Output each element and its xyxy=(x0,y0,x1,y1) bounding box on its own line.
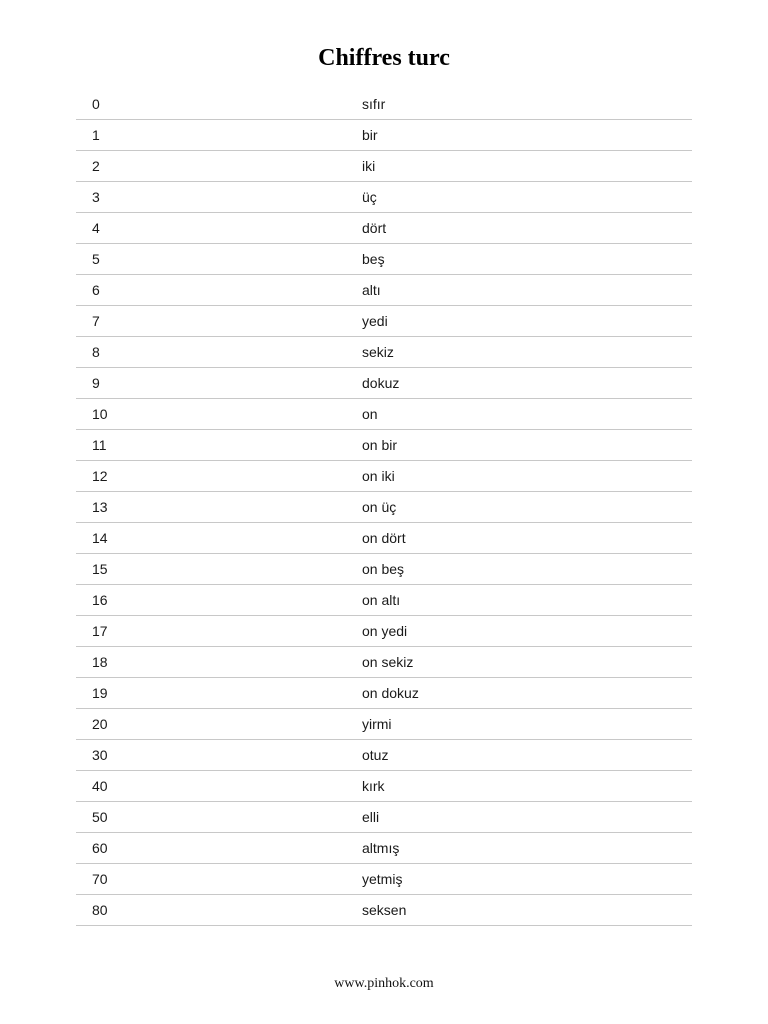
turkish-word-cell: kırk xyxy=(362,778,385,794)
table-row xyxy=(76,182,692,213)
table-row xyxy=(76,368,692,399)
turkish-word-cell: dokuz xyxy=(362,375,400,391)
table-row xyxy=(76,771,692,802)
number-cell: 2 xyxy=(92,158,100,174)
table-row xyxy=(76,678,692,709)
table-row xyxy=(76,244,692,275)
table-row xyxy=(76,585,692,616)
turkish-word-cell: yetmiş xyxy=(362,871,403,887)
table-row xyxy=(76,802,692,833)
number-table xyxy=(76,89,692,926)
turkish-word-cell: on sekiz xyxy=(362,654,414,670)
turkish-word-cell: üç xyxy=(362,189,377,205)
table-row xyxy=(76,647,692,678)
turkish-word-cell: elli xyxy=(362,809,380,825)
turkish-word-cell: altı xyxy=(362,282,381,298)
table-row xyxy=(76,399,692,430)
table-row xyxy=(76,740,692,771)
table-row xyxy=(76,213,692,244)
number-cell: 16 xyxy=(92,592,108,608)
turkish-word-cell: on dört xyxy=(362,530,406,546)
number-cell: 70 xyxy=(92,871,108,887)
number-cell: 60 xyxy=(92,840,108,856)
number-cell: 13 xyxy=(92,499,108,515)
turkish-word-cell: altmış xyxy=(362,840,400,856)
table-row xyxy=(76,120,692,151)
table-row xyxy=(76,89,692,120)
number-cell: 8 xyxy=(92,344,100,360)
number-cell: 0 xyxy=(92,96,100,112)
number-cell: 9 xyxy=(92,375,100,391)
number-cell: 17 xyxy=(92,623,108,639)
table-row xyxy=(76,275,692,306)
turkish-word-cell: seksen xyxy=(362,902,407,918)
table-row xyxy=(76,554,692,585)
number-cell: 19 xyxy=(92,685,108,701)
number-cell: 4 xyxy=(92,220,100,236)
table-row xyxy=(76,523,692,554)
number-cell: 7 xyxy=(92,313,100,329)
table-row xyxy=(76,895,692,926)
table-row xyxy=(76,709,692,740)
turkish-word-cell: dört xyxy=(362,220,387,236)
table-row xyxy=(76,864,692,895)
turkish-word-cell: on dokuz xyxy=(362,685,419,701)
turkish-word-cell: on beş xyxy=(362,561,405,577)
number-cell: 15 xyxy=(92,561,108,577)
number-cell: 40 xyxy=(92,778,108,794)
turkish-word-cell: beş xyxy=(362,251,385,267)
turkish-word-cell: iki xyxy=(362,158,376,174)
turkish-word-cell: otuz xyxy=(362,747,389,763)
number-cell: 14 xyxy=(92,530,108,546)
table-row xyxy=(76,492,692,523)
number-cell: 18 xyxy=(92,654,108,670)
table-row xyxy=(76,151,692,182)
page-title: Chiffres turc xyxy=(318,45,450,71)
turkish-word-cell: bir xyxy=(362,127,378,143)
table-row xyxy=(76,306,692,337)
turkish-word-cell: on yedi xyxy=(362,623,408,639)
turkish-word-cell: yedi xyxy=(362,313,388,329)
number-cell: 11 xyxy=(92,437,107,453)
turkish-word-cell: on üç xyxy=(362,499,397,515)
table-row xyxy=(76,430,692,461)
number-cell: 30 xyxy=(92,747,108,763)
number-cell: 12 xyxy=(92,468,108,484)
turkish-word-cell: on altı xyxy=(362,592,401,608)
turkish-word-cell: on bir xyxy=(362,437,398,453)
turkish-word-cell: yirmi xyxy=(362,716,392,732)
number-cell: 5 xyxy=(92,251,100,267)
table-row xyxy=(76,461,692,492)
number-cell: 20 xyxy=(92,716,108,732)
turkish-word-cell: on iki xyxy=(362,468,395,484)
number-cell: 10 xyxy=(92,406,108,422)
turkish-word-cell: sıfır xyxy=(362,96,386,112)
footer-url: www.pinhok.com xyxy=(334,976,434,991)
number-cell: 6 xyxy=(92,282,100,298)
turkish-word-cell: sekiz xyxy=(362,344,394,360)
number-cell: 80 xyxy=(92,902,108,918)
table-row xyxy=(76,833,692,864)
number-cell: 50 xyxy=(92,809,108,825)
number-cell: 1 xyxy=(92,127,100,143)
table-row xyxy=(76,616,692,647)
table-row xyxy=(76,337,692,368)
number-cell: 3 xyxy=(92,189,100,205)
turkish-word-cell: on xyxy=(362,406,378,422)
